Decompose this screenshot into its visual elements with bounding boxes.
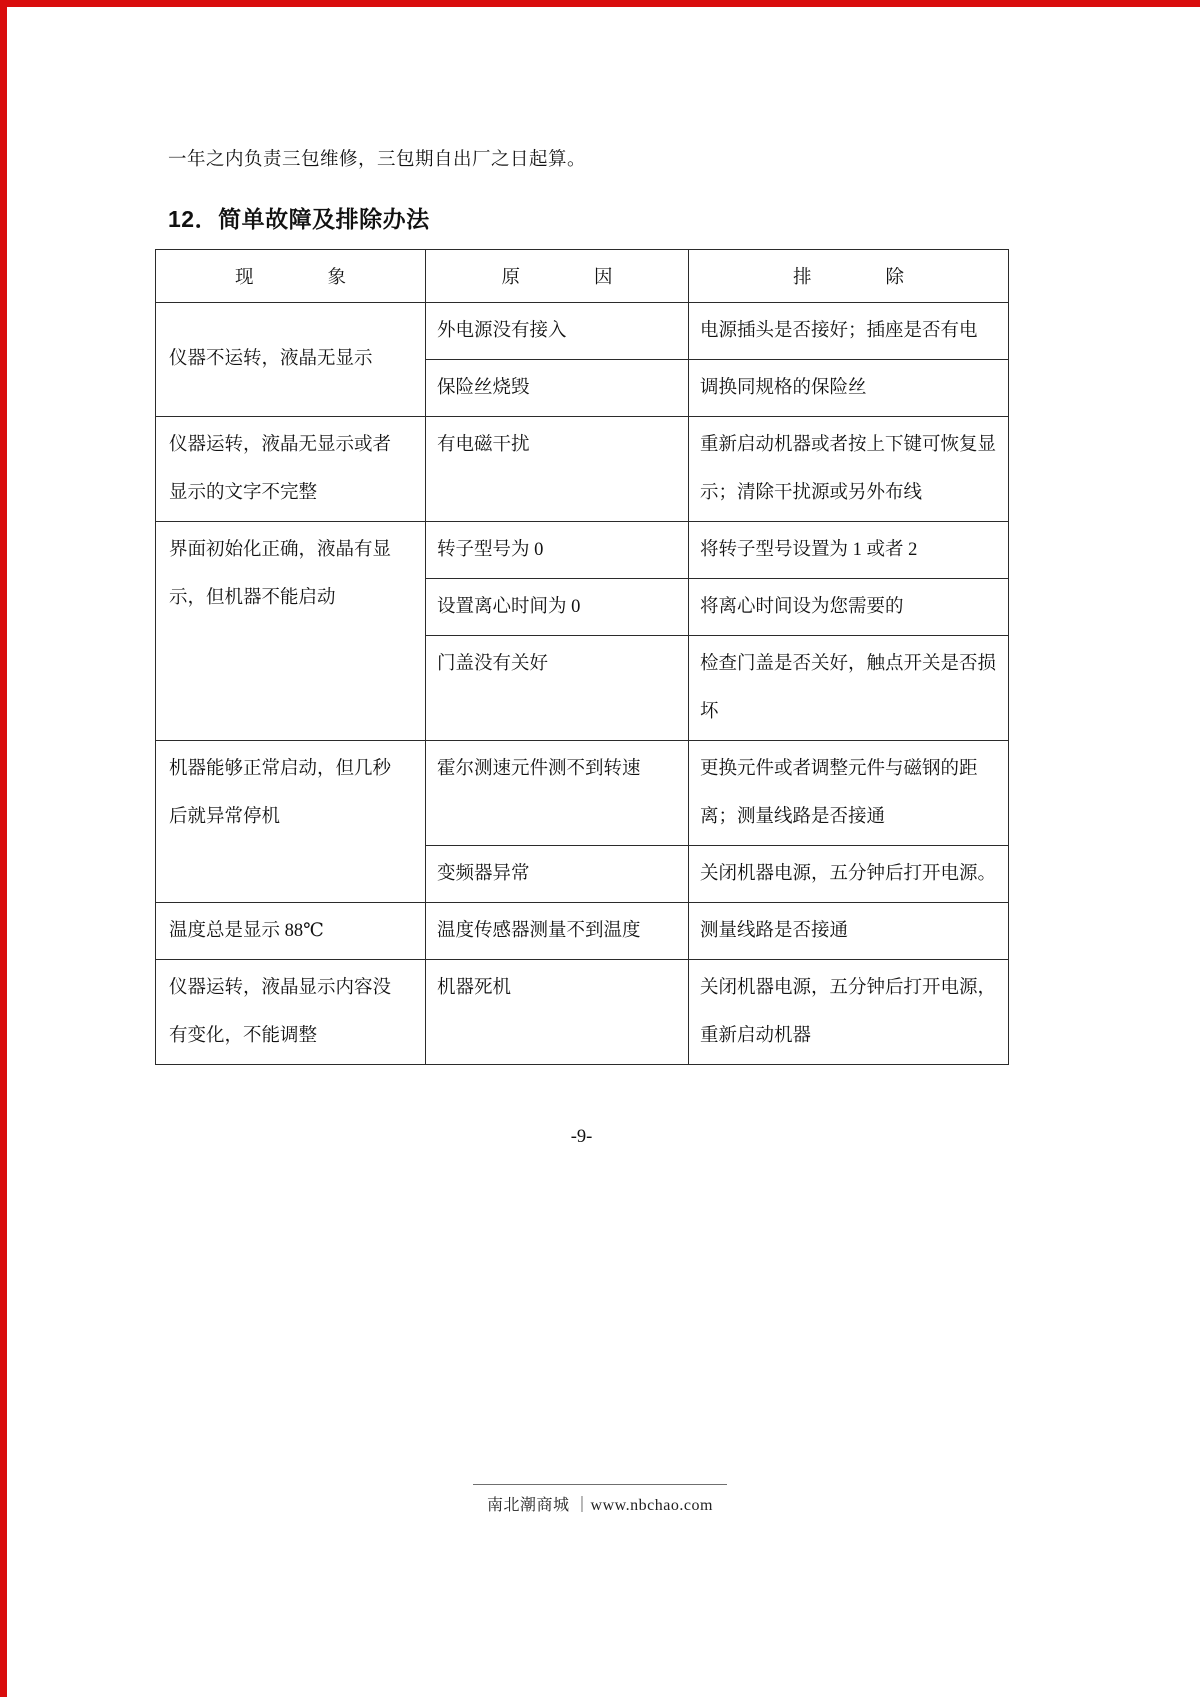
phenomenon-cell: 仪器运转，液晶无显示或者显示的文字不完整 <box>156 416 426 521</box>
cause-cell: 温度传感器测量不到温度 <box>426 902 689 959</box>
col-header-remedy: 排 除 <box>689 249 1009 302</box>
cause-cell: 机器死机 <box>426 959 689 1064</box>
section-heading: 12．简单故障及排除办法 <box>168 205 430 232</box>
remedy-cell: 将离心时间设为您需要的 <box>689 578 1009 635</box>
cause-cell: 霍尔测速元件测不到转速 <box>426 740 689 845</box>
cause-cell: 转子型号为 0 <box>426 521 689 578</box>
table-row <box>156 902 1009 959</box>
page-number: -9- <box>570 1126 593 1147</box>
cause-cell: 有电磁干扰 <box>426 416 689 521</box>
cause-cell: 门盖没有关好 <box>426 635 689 740</box>
page-border-left <box>0 0 7 1697</box>
remedy-cell: 关闭机器电源，五分钟后打开电源，重新启动机器 <box>689 959 1009 1064</box>
cause-cell: 保险丝烧毁 <box>426 359 689 416</box>
phenomenon-cell: 仪器不运转，液晶无显示 <box>156 302 426 416</box>
page-content <box>155 148 1008 1148</box>
table-row <box>156 959 1009 1064</box>
table-row <box>156 416 1009 521</box>
fault-table-body <box>156 302 1009 1064</box>
header-row <box>156 249 1009 302</box>
cause-cell: 外电源没有接入 <box>426 302 689 359</box>
table-row <box>156 521 1009 578</box>
remedy-cell: 调换同规格的保险丝 <box>689 359 1009 416</box>
phenomenon-cell: 温度总是显示 88℃ <box>156 902 426 959</box>
remedy-cell: 检查门盖是否关好，触点开关是否损坏 <box>689 635 1009 740</box>
col-header-phenomenon: 现 象 <box>156 249 426 302</box>
phenomenon-cell: 仪器运转，液晶显示内容没有变化，不能调整 <box>156 959 426 1064</box>
footer <box>0 1484 1200 1515</box>
remedy-cell: 测量线路是否接通 <box>689 902 1009 959</box>
phenomenon-cell: 机器能够正常启动，但几秒后就异常停机 <box>156 740 426 902</box>
remedy-cell: 电源插头是否接好；插座是否有电 <box>689 302 1009 359</box>
cause-cell: 变频器异常 <box>426 845 689 902</box>
fault-table <box>155 249 1009 1065</box>
fault-table-header <box>156 249 1009 302</box>
remedy-cell: 更换元件或者调整元件与磁钢的距离；测量线路是否接通 <box>689 740 1009 845</box>
intro-text: 一年之内负责三包维修，三包期自出厂之日起算。 <box>168 150 587 170</box>
cause-cell: 设置离心时间为 0 <box>426 578 689 635</box>
phenomenon-cell: 界面初始化正确，液晶有显示，但机器不能启动 <box>156 521 426 740</box>
remedy-cell: 关闭机器电源，五分钟后打开电源。 <box>689 845 1009 902</box>
remedy-cell: 重新启动机器或者按上下键可恢复显示；清除干扰源或另外布线 <box>689 416 1009 521</box>
table-row <box>156 740 1009 845</box>
page-border-top <box>0 0 1200 7</box>
remedy-cell: 将转子型号设置为 1 或者 2 <box>689 521 1009 578</box>
footer-text: 南北潮商城 ｜www.nbchao.com <box>473 1484 727 1515</box>
table-row <box>156 302 1009 359</box>
col-header-cause: 原 因 <box>426 249 689 302</box>
